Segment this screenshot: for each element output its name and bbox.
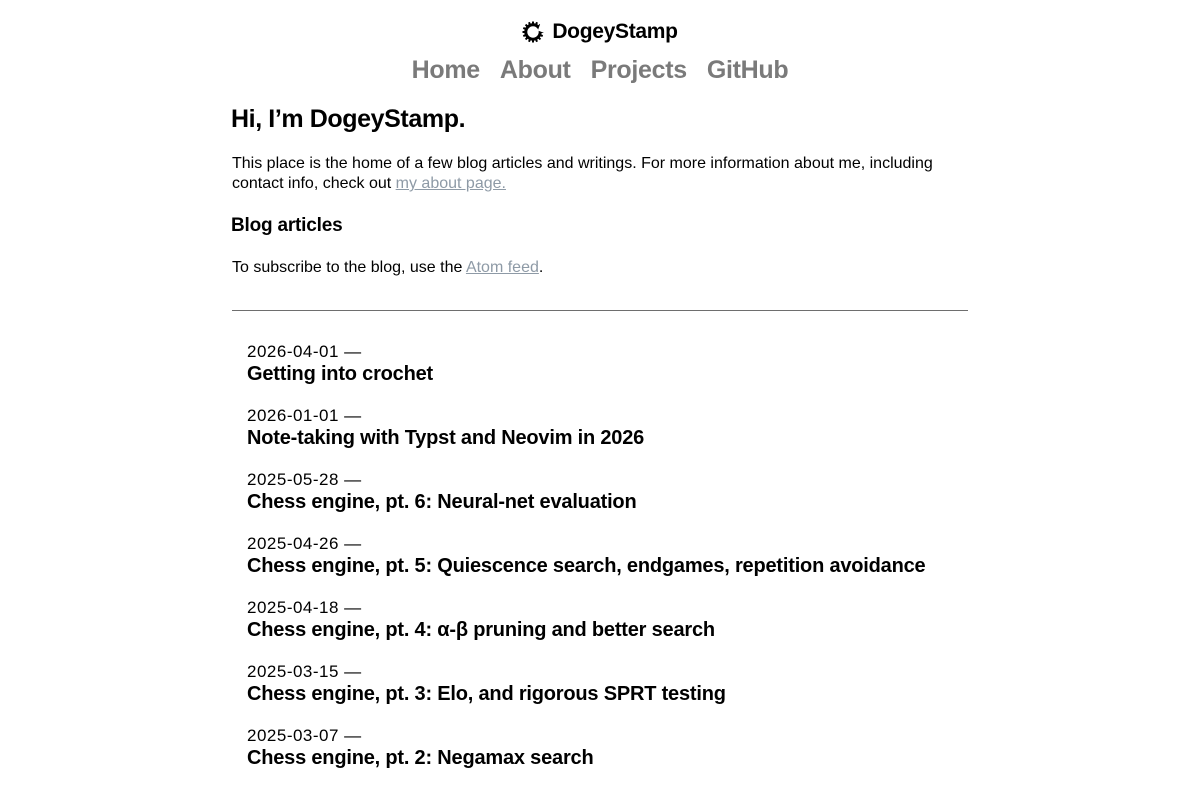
post-item	[247, 597, 968, 641]
main-content	[231, 105, 968, 789]
about-page-link[interactable]: my about page.	[395, 175, 506, 192]
nav-home-link[interactable]: Home	[411, 56, 480, 84]
nav-github-link[interactable]: GitHub	[706, 56, 789, 84]
post-title-link[interactable]: Chess engine, pt. 6: Neural-net evaluation	[247, 491, 637, 513]
atom-feed-link[interactable]: Atom feed	[465, 259, 539, 276]
brand-name: DogeyStamp	[552, 20, 678, 43]
subscribe-end: .	[538, 259, 544, 276]
post-title-link[interactable]: Chess engine, pt. 4: α-β pruning and better search	[247, 619, 715, 641]
post-list	[247, 341, 968, 769]
post-date: 2026-04-01 —	[247, 342, 362, 361]
intro-paragraph	[232, 154, 968, 194]
post-title-link[interactable]: Chess engine, pt. 5: Quiescence search, endgames, repetition avoidance	[247, 555, 926, 577]
subscribe-text: To subscribe to the blog, use the	[232, 259, 466, 276]
post-title-link[interactable]: Chess engine, pt. 2: Negamax search	[247, 747, 594, 769]
post-item	[247, 725, 968, 769]
post-item	[247, 661, 968, 705]
post-date: 2026-01-01 —	[247, 406, 362, 425]
post-date: 2025-03-15 —	[247, 662, 362, 681]
blog-heading: Blog articles	[231, 215, 343, 236]
post-date: 2025-03-07 —	[247, 726, 362, 745]
post-date: 2025-04-18 —	[247, 598, 362, 617]
intro-text: This place is the home of a few blog articles and writings. For more information about me, including contact info, check out	[232, 155, 933, 192]
page-title: Hi, I’m DogeyStamp.	[231, 105, 466, 133]
subscribe-paragraph	[232, 258, 968, 278]
gear-icon	[522, 21, 544, 43]
post-item	[247, 341, 968, 385]
post-item	[247, 469, 968, 513]
post-title-link[interactable]: Chess engine, pt. 3: Elo, and rigorous SPRT testing	[247, 683, 726, 705]
divider	[232, 310, 968, 311]
post-item	[247, 533, 968, 577]
post-date: 2025-05-28 —	[247, 470, 362, 489]
site-header	[0, 0, 1200, 85]
nav-projects-link[interactable]: Projects	[590, 56, 687, 84]
post-date: 2025-04-26 —	[247, 534, 362, 553]
nav-about-link[interactable]: About	[499, 56, 571, 84]
post-title-link[interactable]: Note-taking with Typst and Neovim in 2026	[247, 427, 645, 449]
brand-link[interactable]	[522, 20, 677, 44]
post-item	[247, 405, 968, 449]
main-nav	[0, 56, 1200, 85]
post-title-link[interactable]: Getting into crochet	[247, 363, 434, 385]
